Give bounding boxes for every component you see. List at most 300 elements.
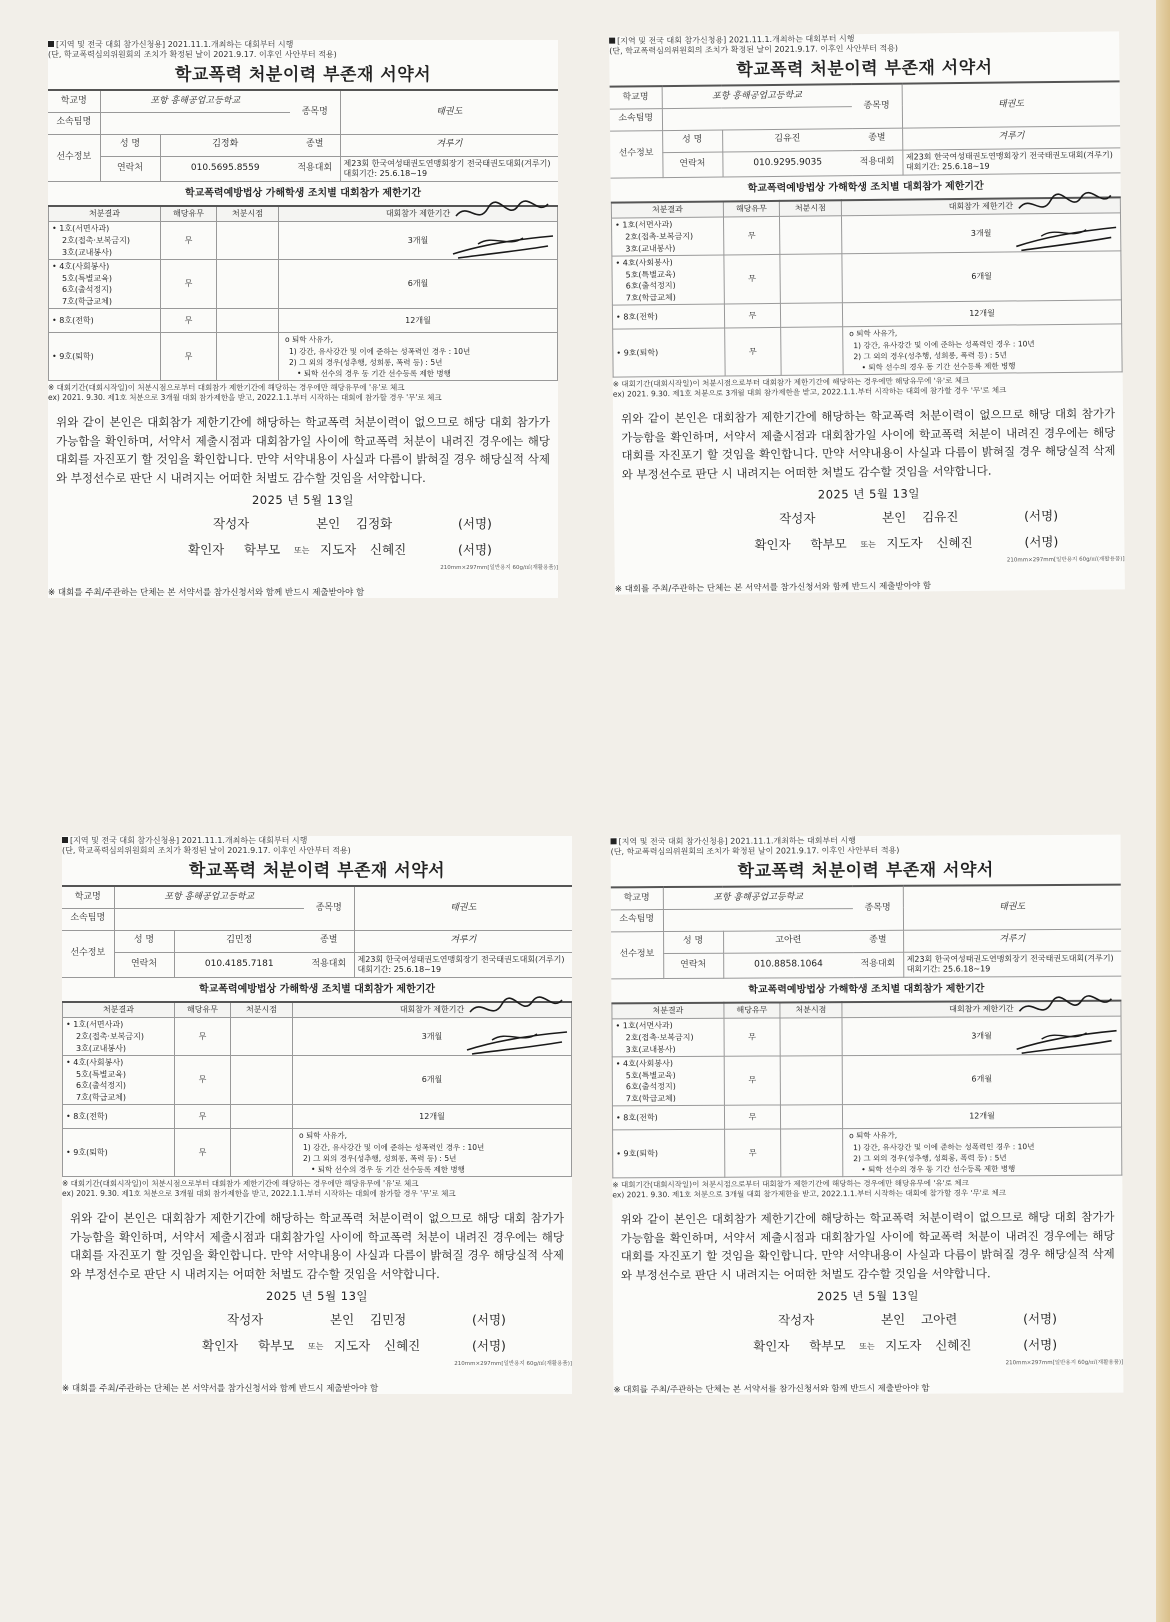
signature-scribble <box>448 196 558 266</box>
expel-reason-head: o 퇴학 사유가, <box>285 335 333 345</box>
table-row <box>49 260 558 309</box>
time-value <box>217 309 279 333</box>
expel-reason-3: • 퇴학 선수의 경우 동 기간 선수등록 제한 병행 <box>311 1165 465 1175</box>
pledge-text: 위와 같이 본인은 대회참가 제한기간에 해당하는 학교폭력 처분이력이 없으므로 해당 대회 참가가 가능함을 확인하며, 서약서 제출시점과 대회참가일 사이에 학교폭력 처분이 내려진 경우에는 해당대회를 자진포기 할 것임을 확인합니다. 만약 서약내용이 사실과 다름이 밝혀질 경우 해당실적 삭제와 부정선수로 판단 시 내려지는 어떠한 처벌도 감수할 것임을 서약합니다. <box>620 1209 1115 1283</box>
paper-spec: 210mm×297mm[일반용지 60g/㎡(재활용품)] <box>1006 556 1125 564</box>
limit-value: 3개월 <box>841 213 1120 254</box>
action-item: 3호(교내봉사) <box>625 1044 676 1054</box>
or-label: 또는 <box>294 545 310 555</box>
header-result: 처분결과 <box>49 206 161 222</box>
limit-subtitle: 학교폭력예방법상 가해학생 조치별 대회참가 제한기간 <box>184 188 422 200</box>
category-value: 겨루기 <box>903 929 1121 952</box>
player-info-label: 선수정보 <box>611 931 663 979</box>
event-value: 태권도 <box>902 81 1120 127</box>
competition-period: 대회기간: 25.6.18~19 <box>357 964 442 974</box>
has-value: 무 <box>161 333 217 381</box>
category-value: 겨루기 <box>354 930 572 952</box>
writer-seal: (서명) <box>458 515 492 531</box>
note-line-1: ※ 대회기간(대회시작일)이 처분시점으로부터 대회참가 제한기간에 해당하는 경우에만 해당유무에 '유'로 체크 <box>612 1178 969 1190</box>
submission-footnote: ※ 대회를 주최/주관하는 단체는 본 서약서를 참가신청서와 함께 반드시 제출받아야 함 <box>613 1383 930 1396</box>
header-limit: 대회참가 제한기간 <box>842 1000 1121 1017</box>
has-value: 무 <box>724 1105 780 1129</box>
paper-spec: 210mm×297mm[일반용지 60g/㎡(재활용품)] <box>454 1360 572 1367</box>
has-value: 무 <box>161 260 217 309</box>
action-item: • 1호(서면사과) <box>615 1021 673 1031</box>
pledge-sheet <box>48 40 558 598</box>
action-item: • 9호(퇴학) <box>66 1148 108 1158</box>
notice-line-2: (단, 학교폭력심의위원회의 조치가 확정된 날이 2021.9.17. 이후인 사안부터 적용) <box>48 50 337 60</box>
note-line-1: ※ 대회기간(대회시작일)이 처분시점으로부터 대회참가 제한기간에 해당하는 경우에만 해당유무에 '유'로 체크 <box>62 1179 419 1189</box>
pledge-date: 2025 년 5월 13일 <box>817 486 920 502</box>
expel-reason-2: 2) 그 외의 경우(성추행, 성희롱, 폭력 등) : 5년 <box>853 1153 1007 1164</box>
school-value: 포항 흥해공업고등학교 <box>662 84 852 108</box>
team-value <box>662 106 852 130</box>
or-label: 또는 <box>308 1341 324 1351</box>
confirmer-line <box>614 533 1124 558</box>
writer-name: 김민정 <box>370 1311 407 1327</box>
square-bullet-icon <box>48 41 54 47</box>
paper-spec: 210mm×297mm[일반용지 60g/㎡(재활용품)] <box>440 564 558 571</box>
pledge-text: 위와 같이 본인은 대회참가 제한기간에 해당하는 학교폭력 처분이력이 없으므로 해당 대회 참가가 가능함을 확인하며, 서약서 제출시점과 대회참가일 사이에 학교폭력 처분이 내려진 경우에는 해당대회를 자진포기 할 것임을 확인합니다. 만약 서약내용이 사실과 다름이 밝혀질 경우 해당실적 삭제와 부정선수로 판단 시 내려지는 어떠한 처벌도 감수할 것임을 서약합니다. <box>70 1210 564 1281</box>
expel-reason-3: • 퇴학 선수의 경우 동 기간 선수등록 제한 병행 <box>297 369 451 379</box>
contact-value: 010.5695.8559 <box>160 156 290 182</box>
action-item: 3호(교내봉사) <box>62 247 112 257</box>
writer-name: 김유진 <box>922 508 959 525</box>
name-value: 김유진 <box>722 128 852 151</box>
square-bullet-icon <box>611 838 617 844</box>
table-row <box>612 251 1121 306</box>
confirmer-seal: (서명) <box>458 541 492 557</box>
note-line-1: ※ 대회기간(대회시작일)이 처분시점으로부터 대회참가 제한기간에 해당하는 경우에만 해당유무에 '유'로 체크 <box>612 376 970 390</box>
confirm-label: 확인자 <box>754 536 791 553</box>
time-value <box>780 1105 842 1129</box>
player-info-table <box>48 89 558 182</box>
table-row <box>612 1104 1121 1131</box>
pledge-date: 2025 년 5월 13일 <box>816 1289 919 1304</box>
signature-scribble <box>1011 187 1122 258</box>
school-label: 학교명 <box>48 90 100 112</box>
has-value: 무 <box>724 255 781 305</box>
pledge-sheet <box>609 31 1125 595</box>
name-label: 성 명 <box>663 931 723 953</box>
team-label: 소속팀명 <box>62 908 114 930</box>
action-item: 7호(학급교체) <box>76 1092 126 1102</box>
signature-scribble <box>462 992 572 1062</box>
action-item: • 9호(퇴학) <box>616 348 659 358</box>
confirmer-seal: (서명) <box>472 1337 506 1353</box>
name-value: 김민정 <box>174 930 304 952</box>
competition-label: 적용대회 <box>304 952 354 978</box>
notice <box>611 835 1121 858</box>
writer-line <box>614 507 1124 532</box>
confirmer-line <box>613 1337 1123 1360</box>
time-value <box>780 303 842 328</box>
table-row <box>63 1129 572 1177</box>
writer-label: 작성자 <box>779 510 816 526</box>
time-value <box>217 222 279 260</box>
table-note <box>612 1178 1122 1200</box>
event-label: 종목명 <box>852 84 902 129</box>
note-line-2: ex) 2021. 9.30. 제1호 처분으로 3개월 대회 참가제한을 받고, 2022.1.1.부터 시작하는 대회에 참가할 경우 '무'로 체크 <box>612 1188 1007 1200</box>
table-row <box>49 333 558 381</box>
contact-value: 010.8858.1064 <box>723 952 853 978</box>
competition-value: 제23회 한국여성태권도연맹회장기 전국태권도대회(겨루기) <box>343 158 551 168</box>
team-label: 소속팀명 <box>48 112 100 134</box>
pledge-text: 위와 같이 본인은 대회참가 제한기간에 해당하는 학교폭력 처분이력이 없으므로 해당 대회 참가가 가능함을 확인하며, 서약서 제출시점과 대회참가일 사이에 학교폭력 처분이 내려진 경우에는 해당대회를 자진포기 할 것임을 확인합니다. 만약 서약내용이 사실과 다름이 밝혀질 경우 해당실적 삭제와 부정선수로 판단 시 내려지는 어떠한 처벌도 감수할 것임을 서약합니다. <box>56 414 550 485</box>
has-value: 무 <box>724 304 780 329</box>
event-value: 태권도 <box>340 90 558 134</box>
writer-seal: (서명) <box>472 1311 506 1327</box>
header-time: 처분시점 <box>780 1002 842 1018</box>
writer-line <box>613 1311 1123 1334</box>
header-result: 처분결과 <box>63 1002 175 1018</box>
time-value <box>217 333 279 381</box>
limit-value: 12개월 <box>842 1104 1121 1129</box>
table-row <box>63 1056 572 1105</box>
player-info-table <box>610 80 1121 179</box>
header-limit: 대회참가 제한기간 <box>293 1002 572 1018</box>
category-label: 종별 <box>290 134 340 156</box>
team-value <box>663 908 853 931</box>
notice-line-1: [지역 및 전국 대회 참가신청용] 2021.11.1.개최하는 대회부터 시행 <box>70 836 308 845</box>
contact-label: 연락처 <box>100 156 160 182</box>
action-item: • 1호(서면사과) <box>52 224 110 234</box>
expel-reason-head: o 퇴학 사유가, <box>299 1131 347 1141</box>
category-label: 종별 <box>853 930 903 952</box>
action-item: 6호(출석정지) <box>625 281 676 291</box>
self-label: 본인 <box>330 1311 355 1327</box>
expel-reason-1: 1) 강간, 유사강간 및 이에 준하는 성폭력인 경우 : 10년 <box>289 346 471 356</box>
action-item: • 8호(전학) <box>615 1113 658 1123</box>
confirmer-line <box>48 542 558 562</box>
action-item: • 1호(서면사과) <box>66 1020 124 1030</box>
submission-footnote: ※ 대회를 주최/주관하는 단체는 본 서약서를 참가신청서와 함께 반드시 제출받아야 함 <box>614 581 932 595</box>
time-value <box>779 216 841 254</box>
team-label: 소속팀명 <box>611 909 663 931</box>
coach-label: 지도자 <box>886 535 923 551</box>
event-label: 종목명 <box>290 90 340 134</box>
limit-subtitle: 학교폭력예방법상 가해학생 조치별 대회참가 제한기간 <box>748 983 985 996</box>
limit-value: 3개월 <box>279 222 558 260</box>
parent-label: 학부모 <box>810 536 847 552</box>
table-note <box>62 1179 572 1199</box>
header-time: 처분시점 <box>779 200 841 217</box>
expel-reason-1: 1) 강간, 유사강간 및 이에 준하는 성폭력인 경우 : 10년 <box>853 338 1035 350</box>
document-title: 학교폭력 처분이력 부존재 서약서 <box>174 64 432 85</box>
notice-line-2: (단, 학교폭력심의위원회의 조치가 확정된 날이 2021.9.17. 이후인 사안부터 적용) <box>609 44 899 57</box>
writer-name: 고아련 <box>921 1311 958 1327</box>
limit-value: 12개월 <box>293 1105 572 1129</box>
time-value <box>780 1018 842 1056</box>
parent-label: 학부모 <box>809 1337 846 1354</box>
action-item: 6호(출석정지) <box>76 1081 126 1091</box>
notice <box>62 836 572 857</box>
header-time: 처분시점 <box>231 1002 293 1018</box>
limit-value: 12개월 <box>842 300 1121 327</box>
category-value: 겨루기 <box>340 134 558 156</box>
action-item: 6호(출석정지) <box>625 1082 676 1092</box>
action-item: • 8호(전학) <box>66 1112 108 1122</box>
school-label: 학교명 <box>62 886 114 908</box>
category-value: 겨루기 <box>902 125 1120 149</box>
action-item: • 9호(퇴학) <box>616 1149 659 1159</box>
time-value <box>780 1056 842 1106</box>
writer-line <box>48 516 558 536</box>
player-info-table <box>62 885 572 978</box>
action-item: • 9호(퇴학) <box>52 352 94 362</box>
contact-label: 연락처 <box>114 952 174 978</box>
submission-footnote: ※ 대회를 주최/주관하는 단체는 본 서약서를 참가신청서와 함께 반드시 제출받아야 함 <box>62 1383 379 1394</box>
table-row <box>63 1105 572 1129</box>
confirmer-seal: (서명) <box>1023 1336 1058 1353</box>
expel-reason-1: 1) 강간, 유사강간 및 이에 준하는 성폭력인 경우 : 10년 <box>853 1141 1035 1152</box>
limit-subtitle: 학교폭력예방법상 가해학생 조치별 대회참가 제한기간 <box>198 984 436 996</box>
competition-value: 제23회 한국여성태권도연맹회장기 전국태권도대회(겨루기) <box>905 149 1113 162</box>
name-label: 성 명 <box>100 134 160 156</box>
document-title: 학교폭력 처분이력 부존재 서약서 <box>737 860 994 882</box>
expel-reason-3: • 퇴학 선수의 경우 동 기간 선수등록 제한 병행 <box>861 361 1016 373</box>
name-label: 성 명 <box>114 930 174 952</box>
competition-label: 적용대회 <box>852 150 902 176</box>
contact-label: 연락처 <box>663 953 723 979</box>
contact-label: 연락처 <box>662 152 722 178</box>
pledge-date: 2025 년 5월 13일 <box>265 1289 368 1304</box>
limit-value: 6개월 <box>842 1054 1121 1105</box>
notice <box>609 31 1119 57</box>
name-value: 고아련 <box>723 930 853 953</box>
self-label: 본인 <box>881 1311 906 1327</box>
coach-name: 신혜진 <box>370 541 407 557</box>
notice-line-1: [지역 및 전국 대회 참가신청용] 2021.11.1.개최하는 대회부터 시행 <box>617 34 855 46</box>
parent-label: 학부모 <box>244 541 281 557</box>
header-has: 해당유무 <box>161 206 217 222</box>
header-has: 해당유무 <box>175 1002 231 1018</box>
event-label: 종목명 <box>853 886 903 930</box>
has-value: 무 <box>724 1056 780 1106</box>
header-has: 해당유무 <box>724 1002 780 1018</box>
self-label: 본인 <box>882 509 907 525</box>
action-item: 7호(학급교체) <box>625 1093 676 1104</box>
has-value: 무 <box>175 1129 231 1177</box>
table-row <box>49 309 558 333</box>
notice-line-2: (단, 학교폭력심의위원회의 조치가 확정된 날이 2021.9.17. 이후인 사안부터 적용) <box>62 846 351 856</box>
header-limit: 대회참가 제한기간 <box>841 197 1120 216</box>
expel-reason-1: 1) 강간, 유사강간 및 이에 준하는 성폭력인 경우 : 10년 <box>303 1142 485 1152</box>
competition-period: 대회기간: 25.6.18~19 <box>906 964 991 974</box>
or-label: 또는 <box>860 539 876 549</box>
time-value <box>781 327 843 376</box>
action-item: 2호(접촉·보복금지) <box>625 1032 694 1043</box>
action-item: • 8호(전학) <box>615 312 658 322</box>
event-label: 종목명 <box>304 886 354 930</box>
action-item: 5호(특별교육) <box>625 1070 676 1080</box>
coach-name: 신혜진 <box>384 1337 421 1353</box>
has-value: 무 <box>161 309 217 333</box>
limit-value: 12개월 <box>279 309 558 333</box>
writer-line <box>62 1312 572 1332</box>
competition-period: 대회기간: 25.6.18~19 <box>343 168 428 178</box>
notice-line-1: [지역 및 전국 대회 참가신청용] 2021.11.1.개최하는 대회부터 시행 <box>618 836 856 847</box>
player-info-label: 선수정보 <box>62 930 114 978</box>
action-item: 3호(교내봉사) <box>76 1043 126 1053</box>
coach-label: 지도자 <box>885 1337 922 1353</box>
confirm-label: 확인자 <box>202 1337 239 1353</box>
action-item: 2호(접촉·보복금지) <box>625 231 694 242</box>
coach-label: 지도자 <box>334 1337 371 1353</box>
action-item: • 4호(사회봉사) <box>615 258 673 268</box>
school-value: 포항 흥해공업고등학교 <box>663 886 853 909</box>
confirmer-seal: (서명) <box>1024 533 1059 550</box>
has-value: 무 <box>175 1056 231 1105</box>
writer-seal: (서명) <box>1023 1310 1058 1327</box>
writer-name: 김정화 <box>356 515 393 531</box>
has-value: 무 <box>161 222 217 260</box>
coach-label: 지도자 <box>320 541 357 557</box>
time-value <box>780 254 843 304</box>
header-limit: 대회참가 제한기간 <box>279 206 558 222</box>
has-value: 무 <box>724 1018 780 1056</box>
time-value <box>231 1056 293 1105</box>
player-info-table <box>611 884 1121 980</box>
table-note <box>48 383 558 403</box>
expel-reason-2: 2) 그 외의 경우(성추행, 성희롱, 폭력 등) : 5년 <box>289 357 443 367</box>
table-note <box>613 375 1123 400</box>
pledge-sheet <box>62 836 572 1394</box>
action-item: 5호(특별교육) <box>62 273 112 283</box>
action-item: 6호(출석정지) <box>62 285 112 295</box>
pledge-date: 2025 년 5월 13일 <box>251 493 354 508</box>
submission-footnote: ※ 대회를 주최/주관하는 단체는 본 서약서를 참가신청서와 함께 반드시 제출받아야 함 <box>48 587 365 598</box>
square-bullet-icon <box>609 38 615 44</box>
signature-scribble <box>1011 991 1121 1062</box>
competition-label: 적용대회 <box>853 952 903 978</box>
name-label: 성 명 <box>662 130 722 153</box>
action-item: 2호(접촉·보복금지) <box>76 1031 144 1041</box>
action-item: 5호(특별교육) <box>76 1069 126 1079</box>
category-label: 종별 <box>852 128 902 151</box>
school-value: 포항 흥해공업고등학교 <box>114 886 304 908</box>
school-label: 학교명 <box>610 86 662 109</box>
notice-line-1: [지역 및 전국 대회 참가신청용] 2021.11.1.개최하는 대회부터 시행 <box>56 40 294 49</box>
competition-value: 제23회 한국여성태권도연맹회장기 전국태권도대회(겨루기) <box>357 954 565 964</box>
has-value: 무 <box>723 217 779 255</box>
competition-value: 제23회 한국여성태권도연맹회장기 전국태권도대회(겨루기) <box>906 953 1114 964</box>
school-label: 학교명 <box>611 887 663 909</box>
limit-value: 3개월 <box>293 1018 572 1056</box>
pledge-sheet <box>611 835 1124 1396</box>
header-result: 처분결과 <box>611 201 723 218</box>
limit-value: 6개월 <box>279 260 558 309</box>
team-value <box>114 908 304 930</box>
time-value <box>231 1105 293 1129</box>
notice-line-2: (단, 학교폭력심의위원회의 조치가 확정된 날이 2021.9.17. 이후인 사안부터 적용) <box>610 846 900 857</box>
contact-value: 010.9295.9035 <box>722 150 852 177</box>
square-bullet-icon <box>62 837 68 843</box>
has-value: 무 <box>725 328 781 377</box>
school-value: 포항 흥해공업고등학교 <box>100 90 290 112</box>
action-item: • 4호(사회봉사) <box>615 1059 673 1069</box>
paper-spec: 210mm×297mm[일반용지 60g/㎡(재활용품)] <box>1005 1359 1124 1367</box>
expel-reason-head: o 퇴학 사유가, <box>849 1131 898 1141</box>
action-item: • 8호(전학) <box>52 316 94 326</box>
time-value <box>781 1129 843 1177</box>
team-label: 소속팀명 <box>610 108 662 131</box>
action-item: 7호(학급교체) <box>62 296 112 306</box>
action-item: • 1호(서면사과) <box>615 220 673 230</box>
or-label: 또는 <box>859 1341 875 1351</box>
expel-reason-2: 2) 그 외의 경우(성추행, 성희롱, 폭력 등) : 5년 <box>853 350 1007 362</box>
competition-label: 적용대회 <box>290 156 340 182</box>
action-item: • 4호(사회봉사) <box>66 1058 124 1068</box>
action-item: 3호(교내봉사) <box>625 243 676 254</box>
writer-label: 작성자 <box>227 1311 264 1327</box>
note-line-2: ex) 2021. 9.30. 제1호 처분으로 3개월 대회 참가제한을 받고, 2022.1.1.부터 시작하는 대회에 참가할 경우 '무'로 체크 <box>62 1189 456 1199</box>
header-has: 해당유무 <box>723 201 779 218</box>
has-value: 무 <box>725 1129 781 1177</box>
category-label: 종별 <box>304 930 354 952</box>
coach-name: 신혜진 <box>935 1337 972 1353</box>
limit-value: 6개월 <box>842 251 1122 303</box>
expel-reason-2: 2) 그 외의 경우(성추행, 성희롱, 폭력 등) : 5년 <box>303 1153 457 1163</box>
writer-label: 작성자 <box>778 1312 815 1328</box>
has-value: 무 <box>175 1105 231 1129</box>
player-info-label: 선수정보 <box>48 134 100 182</box>
time-value <box>217 260 279 309</box>
team-value <box>100 112 290 134</box>
limit-subtitle: 학교폭력예방법상 가해학생 조치별 대회참가 제한기간 <box>747 181 984 195</box>
confirm-label: 확인자 <box>188 541 225 557</box>
note-line-2: ex) 2021. 9.30. 제1호 처분으로 3개월 대회 참가제한을 받고, 2022.1.1.부터 시작하는 대회에 참가할 경우 '무'로 체크 <box>612 385 1007 399</box>
time-value <box>231 1018 293 1056</box>
note-line-1: ※ 대회기간(대회시작일)이 처분시점으로부터 대회참가 제한기간에 해당하는 경우에만 해당유무에 '유'로 체크 <box>48 383 405 393</box>
action-item: • 4호(사회봉사) <box>52 262 110 272</box>
document-title: 학교폭력 처분이력 부존재 서약서 <box>736 57 993 81</box>
table-row <box>613 324 1122 377</box>
confirmer-line <box>62 1338 572 1358</box>
action-item: 2호(접촉·보복금지) <box>62 235 130 245</box>
event-value: 태권도 <box>354 886 572 930</box>
competition-period: 대회기간: 25.6.18~19 <box>905 161 990 172</box>
event-value: 태권도 <box>903 885 1121 930</box>
action-item: 5호(특별교육) <box>625 269 676 280</box>
contact-value: 010.4185.7181 <box>174 952 304 978</box>
limit-value: 6개월 <box>293 1056 572 1105</box>
limit-value: 3개월 <box>842 1016 1121 1055</box>
document-title: 학교폭력 처분이력 부존재 서약서 <box>188 860 446 881</box>
self-label: 본인 <box>316 515 341 531</box>
time-value <box>231 1129 293 1177</box>
background-edge <box>1156 0 1170 1622</box>
name-value: 김정화 <box>160 134 290 156</box>
has-value: 무 <box>175 1018 231 1056</box>
pledge-text: 위와 같이 본인은 대회참가 제한기간에 해당하는 학교폭력 처분이력이 없으므로 해당 대회 참가가 가능함을 확인하며, 서약서 제출시점과 대회참가일 사이에 학교폭력 처분이 내려진 경우에는 해당대회를 자진포기 할 것임을 확인합니다. 만약 서약내용이 사실과 다름이 밝혀질 경우 해당실적 삭제와 부정선수로 판단 시 내려지는 어떠한 처벌도 감수할 것임을 서약합니다. <box>621 406 1116 482</box>
writer-seal: (서명) <box>1024 507 1059 524</box>
notice <box>48 40 558 61</box>
parent-label: 학부모 <box>258 1337 295 1353</box>
table-row <box>613 1128 1122 1179</box>
action-item: 7호(학급교체) <box>625 292 676 303</box>
note-line-2: ex) 2021. 9.30. 제1호 처분으로 3개월 대회 참가제한을 받고, 2022.1.1.부터 시작하는 대회에 참가할 경우 '무'로 체크 <box>48 393 442 403</box>
expel-reason-head: o 퇴학 사유가, <box>849 329 898 339</box>
writer-label: 작성자 <box>213 515 250 531</box>
player-info-label: 선수정보 <box>610 130 662 178</box>
expel-reason-3: • 퇴학 선수의 경우 동 기간 선수등록 제한 병행 <box>861 1164 1016 1175</box>
table-row <box>612 1054 1121 1106</box>
confirm-label: 확인자 <box>753 1338 790 1354</box>
coach-name: 신혜진 <box>936 534 973 551</box>
header-time: 처분시점 <box>217 206 279 222</box>
header-result: 처분결과 <box>612 1003 724 1020</box>
